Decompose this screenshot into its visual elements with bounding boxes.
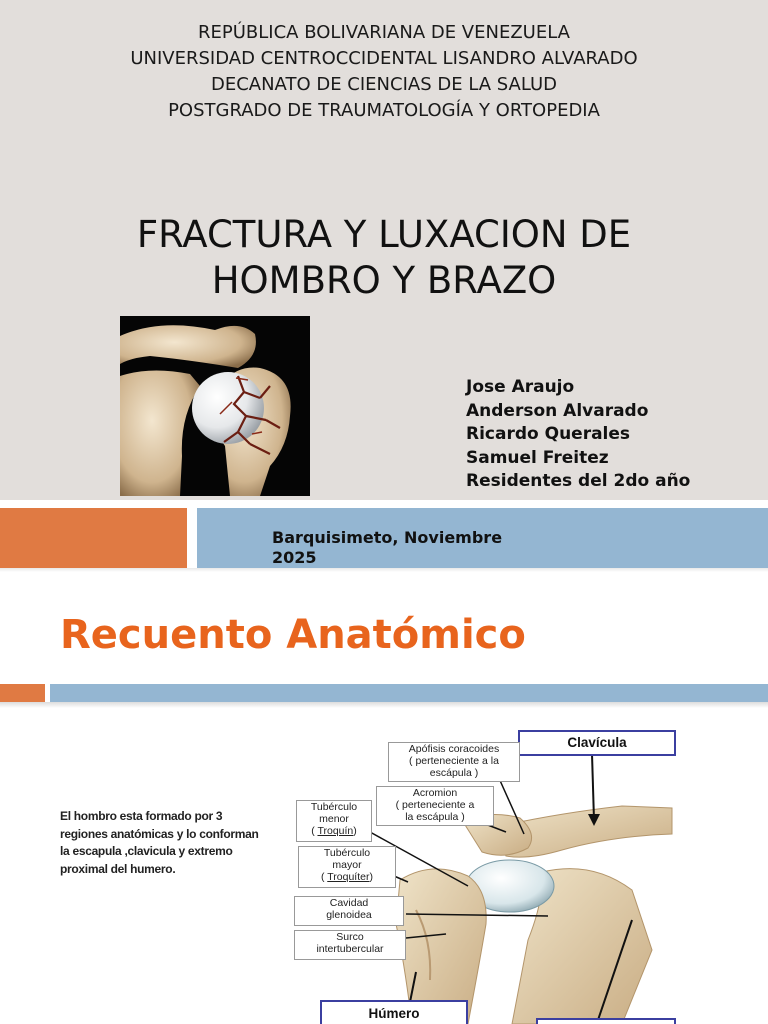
section-heading: Recuento Anatómico bbox=[60, 612, 526, 658]
label-text: Tubérculo bbox=[323, 847, 371, 859]
label-text: Tubérculo bbox=[310, 801, 358, 813]
anatomy-description: El hombro esta formado por 3 regiones anatómicas y lo conforman la escapula ,clavicula y extremo proximal del humero. bbox=[60, 809, 259, 876]
label-surco-intertubercular bbox=[294, 930, 406, 960]
label-text: la escápula ) bbox=[405, 811, 465, 823]
presentation-title bbox=[0, 212, 768, 304]
institution-line: UNIVERSIDAD CENTROCCIDENTAL LISANDRO ALVARADO bbox=[130, 48, 638, 69]
label-text: ( perteneciente a la bbox=[409, 755, 499, 767]
label-text: ( bbox=[311, 825, 318, 837]
label-text: Troquín bbox=[317, 825, 354, 837]
shoulder-anatomy-diagram bbox=[292, 710, 678, 1024]
author-role: Residentes del 2do año bbox=[466, 471, 691, 491]
title-line: FRACTURA Y LUXACION DE bbox=[136, 213, 632, 256]
label-text: Surco bbox=[336, 931, 364, 943]
label-humero bbox=[320, 1000, 468, 1024]
label-text: Troquíter bbox=[327, 871, 370, 883]
label-text: ( bbox=[321, 871, 328, 883]
institution-header bbox=[0, 20, 768, 124]
author-name: Jose Araujo bbox=[466, 377, 575, 397]
label-text: Húmero bbox=[368, 1006, 420, 1021]
label-text: Clavícula bbox=[567, 735, 627, 750]
label-text: ) bbox=[353, 825, 357, 837]
label-text: glenoidea bbox=[326, 909, 372, 921]
label-text: Acromion bbox=[412, 787, 458, 799]
author-name: Samuel Freitez bbox=[466, 447, 609, 468]
label-text: Apófisis coracoides bbox=[408, 743, 500, 755]
label-text: intertubercular bbox=[316, 943, 384, 955]
label-text: ( perteneciente a bbox=[395, 799, 475, 811]
title-line: HOMBRO Y BRAZO bbox=[211, 259, 557, 302]
label-text: ) bbox=[369, 871, 373, 883]
accent-bar-orange-small bbox=[0, 684, 45, 702]
label-clavicula bbox=[518, 730, 676, 756]
institution-line: REPÚBLICA BOLIVARIANA DE VENEZUELA bbox=[198, 22, 570, 43]
label-apofisis-coracoides bbox=[388, 742, 520, 782]
institution-line: DECANATO DE CIENCIAS DE LA SALUD bbox=[210, 74, 558, 95]
label-tuberculo-mayor bbox=[298, 846, 396, 888]
label-text: mayor bbox=[332, 859, 362, 871]
label-tuberculo-menor bbox=[296, 800, 372, 842]
bar-shadow bbox=[0, 702, 768, 708]
author-name: Ricardo Querales bbox=[466, 424, 631, 444]
place-date bbox=[272, 528, 502, 568]
accent-bar-blue-wide bbox=[50, 684, 768, 702]
place-date-line: 2025 bbox=[272, 548, 317, 567]
bar-shadow bbox=[0, 568, 768, 572]
place-date-line: Barquisimeto, Noviembre bbox=[272, 528, 503, 547]
author-name: Anderson Alvarado bbox=[466, 400, 649, 421]
label-box-partial bbox=[536, 1018, 676, 1024]
title-slide bbox=[0, 0, 768, 500]
author-list bbox=[466, 376, 690, 494]
label-acromion bbox=[376, 786, 494, 826]
label-text: menor bbox=[319, 813, 349, 825]
shoulder-fracture-illustration bbox=[120, 316, 310, 496]
accent-bar-orange bbox=[0, 508, 187, 568]
label-cavidad-glenoidea bbox=[294, 896, 404, 926]
label-text: escápula ) bbox=[429, 767, 479, 779]
shoulder-fracture-image bbox=[120, 316, 310, 496]
label-text: Cavidad bbox=[329, 897, 369, 909]
institution-line: POSTGRADO DE TRAUMATOLOGÍA Y ORTOPEDIA bbox=[168, 100, 600, 121]
